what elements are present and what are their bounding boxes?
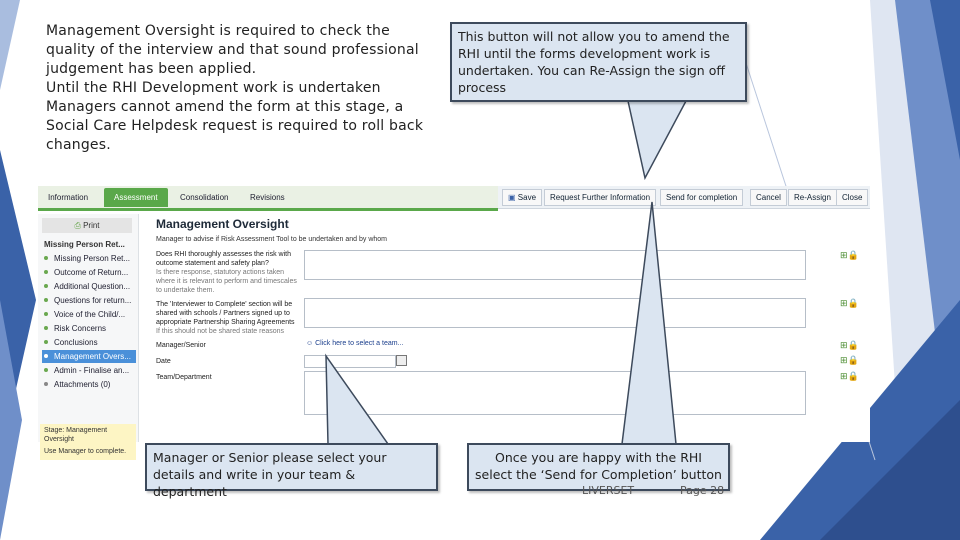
question-1-input[interactable] (304, 250, 806, 280)
sidebar-item[interactable]: Questions for return... (42, 294, 136, 307)
sidebar-item-attachments[interactable]: Attachments (0) (42, 378, 136, 391)
intro-text (46, 22, 436, 155)
cancel-button[interactable]: Cancel (750, 189, 787, 206)
save-button[interactable] (502, 189, 542, 206)
question-2-help: If this should not be shared state reasons (156, 328, 285, 335)
sidebar-item[interactable]: Voice of the Child/... (42, 308, 136, 321)
sidebar-item[interactable]: Risk Concerns (42, 322, 136, 335)
tab-assessment[interactable]: Assessment (104, 188, 168, 207)
stage-label: Stage: Management Oversight (44, 427, 108, 443)
tab-consolidation[interactable]: Consolidation (180, 193, 229, 202)
sidebar-item[interactable]: Conclusions (42, 336, 136, 349)
team-department-input[interactable] (304, 371, 806, 415)
save-icon: ▣ (508, 193, 518, 202)
app-screenshot (38, 186, 870, 455)
callout-manager-note: Manager or Senior please select your details and write in your team & department (145, 443, 438, 491)
field-actions-icon[interactable]: ⊞🔒 (840, 250, 859, 260)
footer-left-text: LIVERSET (582, 484, 635, 497)
date-label: Date (156, 358, 171, 365)
callout-button-note: This button will not allow you to amend the RHI until the forms development work is undertaken. You can Re-Assign the sign off process (450, 22, 747, 102)
intro-paragraph-2: Until the RHI Development work is undertaken Managers cannot amend the form at this stage, a Social Care Helpdesk request is required to roll back changes. (46, 80, 424, 153)
print-button[interactable] (42, 218, 132, 233)
field-actions-icon[interactable]: ⊞🔒 (840, 371, 859, 381)
date-input[interactable] (304, 355, 396, 368)
intro-paragraph-1: Management Oversight is required to check the quality of the interview and that sound professional judgement has been applied. (46, 23, 419, 77)
question-2-text: The 'Interviewer to Complete' section will be shared with schools / Partners signed up to appropriate Partnership Sharing Agreements (156, 301, 295, 326)
close-button[interactable]: Close (836, 189, 868, 206)
team-label: Team/Department (156, 374, 212, 381)
tab-information[interactable]: Information (48, 193, 89, 202)
form-subtitle: Manager to advise if Risk Assessment Tool to be undertaken and by whom (156, 236, 387, 243)
question-2-input[interactable] (304, 298, 806, 328)
stage-panel (40, 424, 136, 460)
reassign-button[interactable]: Re-Assign (788, 189, 837, 206)
request-info-button[interactable]: Request Further Information (544, 189, 656, 206)
callout-completion-note: Once you are happy with the RHI select the ‘Send for Completion’ button (467, 443, 730, 491)
print-icon: ⎙ (74, 221, 84, 230)
tab-revisions[interactable]: Revisions (250, 193, 285, 202)
manager-label: Manager/Senior (156, 342, 206, 349)
form-area (146, 214, 870, 442)
select-team-link[interactable]: ☺ Click here to select a team... (306, 340, 404, 347)
send-for-completion-button[interactable]: Send for completion (660, 189, 743, 206)
toolbar (498, 186, 870, 209)
form-title: Management Oversight (156, 217, 289, 231)
sidebar-section-title: Missing Person Ret... (44, 240, 125, 249)
person-icon: ☺ (306, 340, 316, 347)
page-number: Page 28 (680, 484, 725, 497)
field-actions-icon[interactable]: ⊞🔒 (840, 340, 859, 350)
question-1-text: Does RHI thoroughly assesses the risk with outcome statement and safety plan? (156, 251, 291, 267)
sidebar-item[interactable]: Outcome of Return... (42, 266, 136, 279)
question-1 (156, 250, 298, 295)
sidebar (38, 214, 139, 455)
stage-hint: Use Manager to complete. (44, 448, 127, 455)
field-actions-icon[interactable]: ⊞🔒 (840, 298, 859, 308)
sidebar-item-management-oversight[interactable]: Management Overs... (42, 350, 136, 363)
sidebar-item[interactable]: Additional Question... (42, 280, 136, 293)
field-actions-icon[interactable]: ⊞🔒 (840, 355, 859, 365)
calendar-icon[interactable] (396, 355, 407, 366)
question-2 (156, 300, 298, 336)
question-1-help: Is there response, statutory actions taken where it is relevant to perform and timescales to undertake them. (156, 269, 297, 294)
save-label: Save (517, 193, 537, 202)
sidebar-item[interactable]: Admin - Finalise an... (42, 364, 136, 377)
sidebar-item[interactable]: Missing Person Ret... (42, 252, 136, 265)
tab-bar (38, 186, 498, 211)
print-label: Print (83, 221, 100, 230)
